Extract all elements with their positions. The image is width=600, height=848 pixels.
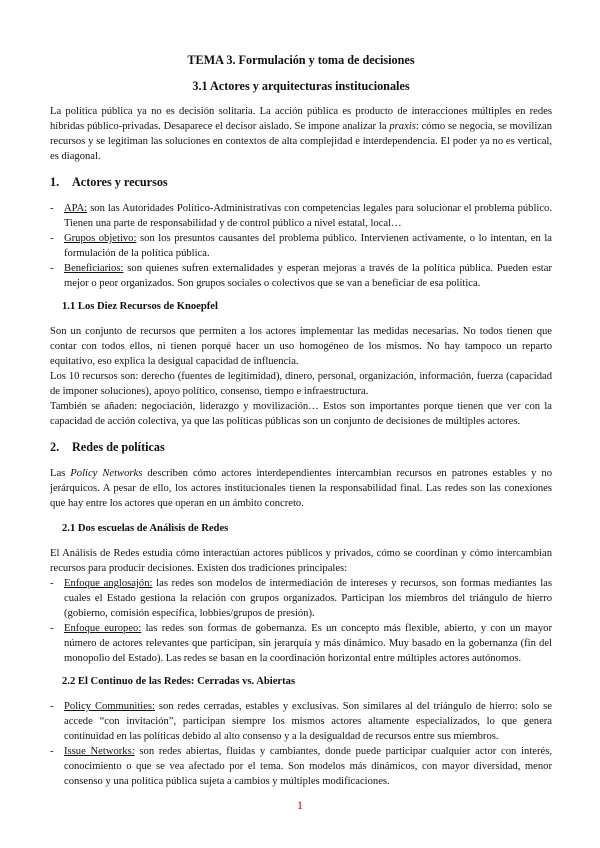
section-1-number: 1.	[50, 175, 60, 189]
subsection-2-1-heading: 2.1 Dos escuelas de Análisis de Redes	[62, 523, 229, 534]
network-analysis-paragraph: El Análisis de Redes estudia cómo interactúan actores públicos y privados, cómo se coordinan y cómo intercambian recursos para producir decisiones. Existen dos tradiciones principales:	[50, 548, 552, 574]
term-policy-communities: Policy Communities:	[64, 701, 155, 712]
subsection-1-1-heading: 1.1 Los Diez Recursos de Knoepfel	[62, 301, 218, 312]
knoepfel-paragraph-2: Los 10 recursos son: derecho (fuentes de legitimidad), dinero, personal, organización, información, fuerza (capacidad de imponer soluciones), apoyo político, consenso, tiempo e infraestructura.	[50, 371, 552, 397]
section-1-title: Actores y recursos	[72, 175, 168, 189]
subsection-2-2-heading: 2.2 El Continuo de las Redes: Cerradas vs. Abiertas	[62, 676, 296, 687]
list-item: - Beneficiarios: son quienes sufren externalidades y esperan mejoras a través de la política pública. Pueden estar mejor o peor organizados. Son grupos sociales o colectivos que se van a beneficiar de esa política.	[50, 263, 552, 289]
term-enfoque-anglosajon: Enfoque anglosajón:	[64, 578, 153, 589]
document-title: TEMA 3. Formulación y toma de decisiones	[187, 53, 415, 67]
emphasis-praxis: praxis	[389, 121, 416, 132]
list-item: - Enfoque anglosajón: las redes son modelos de intermediación de intereses y recursos, son formas mediantes las cuales el Estado gestiona la relación con grupos organizados. Participan los miembros del triángulo de hierro (gobierno, comisión específica, lobbies/grupos de presión).	[50, 578, 552, 619]
term-issue-networks: Issue Networks:	[64, 746, 135, 757]
network-types-list	[50, 699, 552, 789]
intro-paragraph: La política pública ya no es decisión solitaria. La acción pública es producto de interacciones múltiples en redes híbridas público-privadas. Desaparece el decisor aislado. Se impone analizar la praxis: cómo se negocia, se movilizan recursos y se legitiman las soluciones en contextos de alta complejidad e interdependencia. El poder ya no es vertical, es diagonal.	[50, 106, 552, 162]
knoepfel-paragraph-1: Son un conjunto de recursos que permiten a los actores implementar las medidas necesarias. No todos tienen que contar con todos ellos, ni tienen porqué hacer un uso homogéneo de los mismos. No hay tampoco un reparto equitativo, eso explica la desigual capacidad de influencia.	[50, 326, 552, 367]
schools-list	[50, 576, 552, 666]
list-item: - APA: son las Autoridades Político-Administrativas con competencias legales para solucionar el problema público. Tienen una parte de responsabilidad y de control público a nivel estatal, local…	[50, 203, 552, 229]
actors-list	[50, 201, 552, 291]
term-enfoque-europeo: Enfoque europeo:	[64, 623, 142, 634]
emphasis-policy-networks: Policy Networks	[70, 468, 143, 479]
list-item: - Grupos objetivo: son los presuntos causantes del problema público. Intervienen activamente, o lo intentan, en la formulación de la política pública.	[50, 233, 552, 259]
section-2-title: Redes de políticas	[72, 440, 165, 454]
list-item: - Enfoque europeo: las redes son formas de gobernanza. Es un concepto más flexible, abierto, y con un mayor número de actores relevantes que participan, sin jerarquía y más dinámico. Muy basado en la gobernanza (fin del monopolio del Estado). Las redes se basan en la coordinación horizontal entre múltiples actores autónomos.	[50, 623, 552, 664]
section-2-heading	[50, 439, 552, 455]
list-item: - Issue Networks: son redes abiertas, fluidas y cambiantes, donde puede participar cualquier actor con interés, conocimiento o que se vea afectado por el tema. Son modelos más dinámicos, con mayor diversidad, menor consenso y una política pública sujeta a cambios y múltiples modificaciones.	[50, 746, 552, 787]
section-2-number: 2.	[50, 440, 60, 454]
term-apa: APA:	[64, 203, 88, 214]
page-number: 1	[297, 798, 303, 812]
networks-intro-paragraph: Las Policy Networks describen cómo actores interdependientes intercambian recursos en patrones estables y no jerárquicos. A pesar de ello, los actores institucionales tienen la responsabilidad final. Las redes son las conexiones que hay entre los actores que operan en un ámbito concreto.	[50, 468, 552, 509]
term-grupos-objetivo: Grupos objetivo:	[64, 233, 137, 244]
list-item: - Policy Communities: son redes cerradas, estables y exclusivas. Son similares al del triángulo de hierro: solo se accede “con invitación”, participan siempre los mismos actores altamente especializados, lo que genera continuidad en las políticas debido al alto consenso y a la desigualdad de recursos entre sus miembros.	[50, 701, 552, 742]
knoepfel-paragraph-3: También se añaden: negociación, liderazgo y movilización… Estos son importantes porque tienen que ver con la capacidad de acción colectiva, ya que las políticas públicas son un conjunto de decisiones de múltiples actores.	[50, 401, 552, 427]
section-1-heading	[50, 174, 552, 190]
term-beneficiarios: Beneficiarios:	[64, 263, 124, 274]
page-content	[50, 52, 552, 797]
document-subtitle: 3.1 Actores y arquitecturas institucionales	[192, 79, 410, 93]
